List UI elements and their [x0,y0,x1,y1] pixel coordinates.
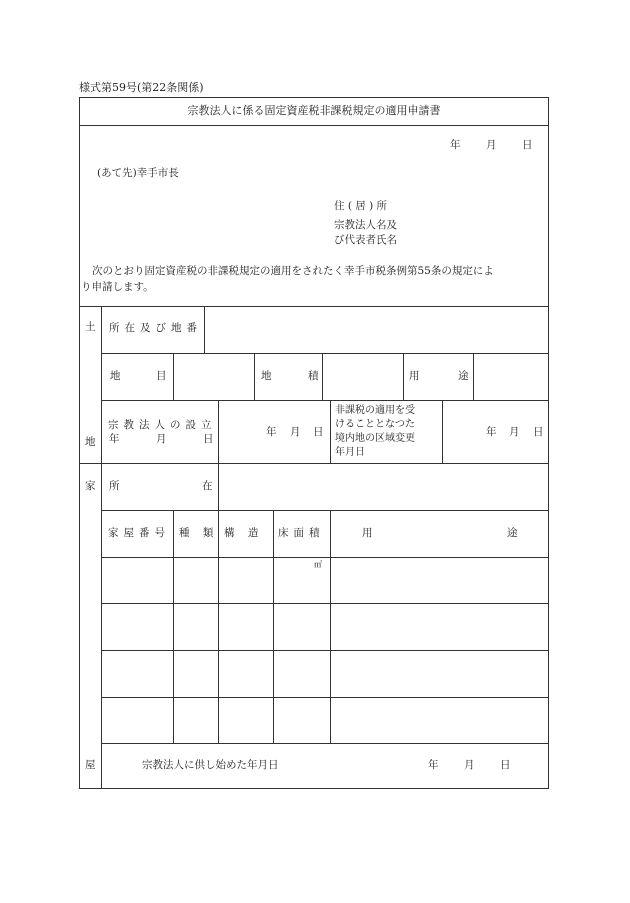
statement-line-1: 次のとおり固定資産税の非課税規定の適用をされたく幸手市税条例第55条の規定によ [92,265,494,277]
established-label-day: 日 [203,433,214,445]
land-row-divider-1 [101,353,549,354]
exempt-label-4: 年月日 [335,447,365,458]
house-row-divider-3 [101,603,549,604]
land-row-divider-2 [101,400,549,401]
house-row-divider-6 [101,743,549,744]
chiseki-label-1: 地 [261,370,272,382]
land-col-divider-4 [403,353,404,400]
floor-area-unit: ㎡ [314,560,322,569]
house-location-label-2: 在 [202,480,213,492]
exempt-label-2: けることとなつた [335,419,415,430]
established-year: 年 [266,426,277,438]
house-start-year: 年 [428,759,439,771]
established-month: 月 [290,426,301,438]
date-year: 年 [450,139,461,151]
land-col-divider-5 [473,353,474,400]
house-use-header-2: 途 [507,527,518,539]
house-structure-header: 構 造 [224,527,264,539]
house-row-divider-5 [101,697,549,698]
house-row-divider-4 [101,650,549,651]
house-side-label-bottom: 屋 [85,759,96,771]
house-row-divider-2 [101,557,549,558]
addressee: (あて先)幸手市長 [97,167,179,179]
house-row-divider-1 [101,510,549,511]
chimoku-label-1: 地 [110,370,121,382]
statement-line-2: り申請します。 [81,281,154,293]
youto-label-2: 途 [458,370,469,382]
established-label-year: 年 [109,433,120,445]
land-location-label: 所在及び地番 [109,322,202,334]
established-day: 日 [313,426,324,438]
house-location-label-1: 所 [109,480,120,492]
land-est-divider-2 [330,400,331,463]
land-est-divider-3 [442,400,443,463]
established-label-1: 宗教法人の設立 [108,419,217,431]
date-month: 月 [486,139,497,151]
exempt-day: 日 [533,426,544,438]
header-divider [79,306,549,307]
house-start-month: 月 [464,759,475,771]
form-title: 宗教法人に係る固定資産税非課税規定の適用申請書 [187,104,441,117]
land-side-label-top: 土 [85,321,96,333]
side-label-divider [101,306,102,789]
house-use-header-1: 用 [362,527,373,539]
chiseki-label-2: 積 [308,370,319,382]
form-number: 様式第59号(第22条関係) [79,81,204,94]
house-col-divider-1 [173,510,174,743]
land-col-divider-1 [173,353,174,400]
applicant-name-label-1: 宗教法人名及 [334,219,397,231]
house-col-divider-3 [273,510,274,743]
youto-label-1: 用 [409,370,420,382]
applicant-name-label-2: び代表者氏名 [334,234,397,246]
date-day: 日 [522,139,533,151]
land-est-divider-1 [218,400,219,463]
established-label-month: 月 [156,433,167,445]
exempt-year: 年 [486,426,497,438]
house-col-divider-4 [330,510,331,743]
house-side-label-top: 家 [85,480,96,492]
land-house-divider [79,463,549,464]
exempt-month: 月 [509,426,520,438]
house-start-day: 日 [500,759,511,771]
exempt-label-3: 境内地の区域変更 [335,433,415,444]
chimoku-label-2: 目 [156,370,167,382]
title-divider [79,125,549,126]
location-label-divider [204,306,205,353]
house-floor-area-header: 床面積 [278,527,325,539]
land-side-label-bottom: 地 [85,436,96,448]
land-col-divider-3 [322,353,323,400]
application-form [79,97,549,789]
house-number-header: 家屋番号 [108,527,170,539]
exempt-label-1: 非課税の適用を受 [335,405,415,416]
house-start-label: 宗教法人に供し始めた年月日 [142,759,279,771]
house-kind-header: 種 類 [179,527,219,539]
address-label: 住 ( 居 ) 所 [334,200,388,212]
house-location-divider [218,463,219,510]
house-col-divider-2 [218,510,219,743]
land-col-divider-2 [254,353,255,400]
